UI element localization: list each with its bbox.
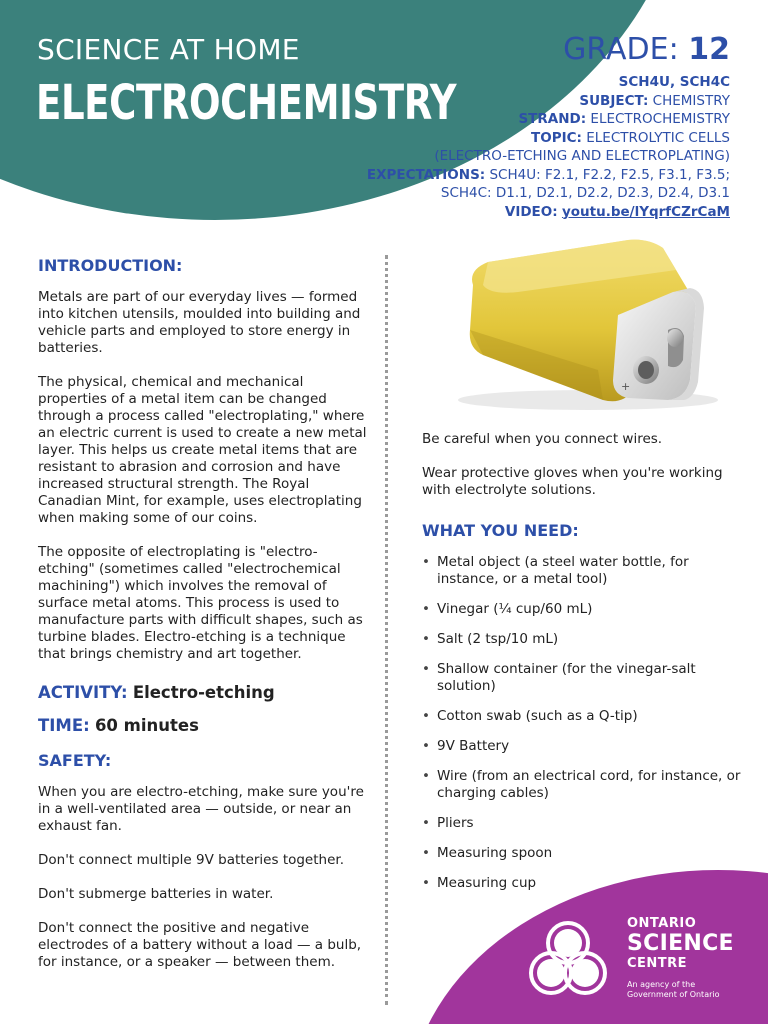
safety-paragraph: Don't submerge batteries in water.	[38, 886, 274, 902]
science-centre-logo-icon	[525, 917, 611, 1003]
course-codes	[367, 73, 730, 92]
safety-paragraph: Wear protective gloves when you're working with electrolyte solutions.	[422, 465, 723, 498]
topic-line	[367, 129, 730, 148]
strand-line	[367, 110, 730, 129]
expectations-value-1: SCH4U: F2.1, F2.2, F2.5, F3.1, F3.5;	[489, 166, 730, 183]
strand-value: ELECTROCHEMISTRY	[590, 111, 730, 127]
science-centre-logo	[627, 916, 734, 1000]
introduction-paragraph: Metals are part of our everyday lives — formed into kitchen utensils, moulded into building and vehicle parts and employed to store energy in batteries.	[38, 289, 361, 356]
introduction-paragraph: The physical, chemical and mechanical properties of a metal item can be changed through a process called "electroplating," where an electric current is used to create a new metal layer. This helps us create metal items that are resistant to abrasion and corrosion and have increased structural strength. The Royal Canadian Mint, for example, uses electroplating when making some of our coins.	[38, 374, 367, 526]
list-item: • Vinegar (¼ cup/60 mL)	[422, 601, 742, 618]
safety-heading: SAFETY:	[38, 751, 112, 770]
time-label: TIME:	[38, 716, 90, 735]
column-divider	[385, 255, 388, 1005]
logo-science: SCIENCE	[627, 931, 734, 956]
list-item: • Metal object (a steel water bottle, for instance, or a metal tool)	[422, 554, 742, 588]
topic-label: TOPIC:	[531, 129, 582, 146]
safety-paragraph: Don't connect multiple 9V batteries together.	[38, 852, 344, 868]
subject-line	[367, 92, 730, 111]
time-row	[38, 716, 368, 735]
course-codes-value: SCH4U, SCH4C	[618, 74, 730, 90]
safety-paragraph: Be careful when you connect wires.	[422, 431, 663, 447]
expectations-label: EXPECTATIONS:	[366, 166, 486, 183]
document-title: ELECTROCHEMISTRY	[36, 75, 457, 131]
list-item: • Shallow container (for the vinegar-salt solution)	[422, 661, 742, 695]
topic-value: ELECTROLYTIC CELLS	[586, 129, 730, 146]
expectations-line	[367, 166, 730, 185]
list-item: • 9V Battery	[422, 738, 742, 755]
what-you-need-heading: WHAT YOU NEED:	[422, 521, 579, 540]
activity-label: ACTIVITY:	[38, 683, 128, 702]
grade-value: 12	[688, 32, 730, 67]
time-value: 60 minutes	[94, 716, 199, 735]
expectations-value-2: SCH4C: D1.1, D2.1, D2.2, D2.3, D2.4, D3.1	[440, 185, 730, 201]
video-line	[367, 203, 730, 222]
grade-label: GRADE:	[563, 32, 679, 67]
right-column	[422, 230, 742, 905]
video-label: VIDEO:	[504, 203, 558, 220]
subject-label: SUBJECT:	[579, 92, 649, 109]
lesson-metadata	[367, 33, 730, 221]
video-link[interactable]: youtu.be/lYqrfCZrCaM	[561, 203, 730, 220]
introduction-heading: INTRODUCTION:	[38, 256, 183, 275]
list-item: • Salt (2 tsp/10 mL)	[422, 631, 742, 648]
topic-detail: (ELECTRO-ETCHING AND ELECTROPLATING)	[434, 148, 730, 164]
activity-value: Electro-etching	[132, 683, 275, 702]
strand-label: STRAND:	[518, 111, 587, 127]
logo-centre: CENTRE	[627, 956, 688, 971]
list-item: • Measuring spoon	[422, 845, 742, 862]
list-item: • Cotton swab (such as a Q-tip)	[422, 708, 742, 725]
logo-tagline-2: Government of Ontario	[627, 990, 720, 999]
series-title: SCIENCE AT HOME	[37, 33, 300, 66]
safety-paragraph: Don't connect the positive and negative electrodes of a battery without a load — a bulb, for instance, or a speaker — between them.	[38, 920, 362, 970]
battery-9v-photo	[428, 230, 728, 415]
logo-tagline-1: An agency of the	[627, 980, 696, 989]
logo-tagline	[627, 980, 734, 1000]
list-item: • Measuring cup	[422, 875, 742, 892]
logo-ontario: ONTARIO	[627, 916, 697, 931]
list-item: • Wire (from an electrical cord, for instance, or charging cables)	[422, 768, 742, 802]
materials-list	[422, 554, 742, 892]
subject-value: CHEMISTRY	[652, 92, 730, 109]
list-item: • Pliers	[422, 815, 742, 832]
activity-row	[38, 683, 368, 702]
grade	[367, 33, 730, 67]
left-column	[38, 256, 368, 988]
svg-text:+: +	[621, 380, 631, 393]
introduction-paragraph: The opposite of electroplating is "electro-etching" (sometimes called "electrochemical machining") which involves the removal of surface metal atoms. This process is used to manufacture parts with difficult shapes, such as turbine blades. Electro-etching is a technique that brings chemistry and art together.	[38, 544, 363, 662]
safety-paragraph: When you are electro-etching, make sure you're in a well-ventilated area — outside, or near an exhaust fan.	[38, 784, 364, 834]
